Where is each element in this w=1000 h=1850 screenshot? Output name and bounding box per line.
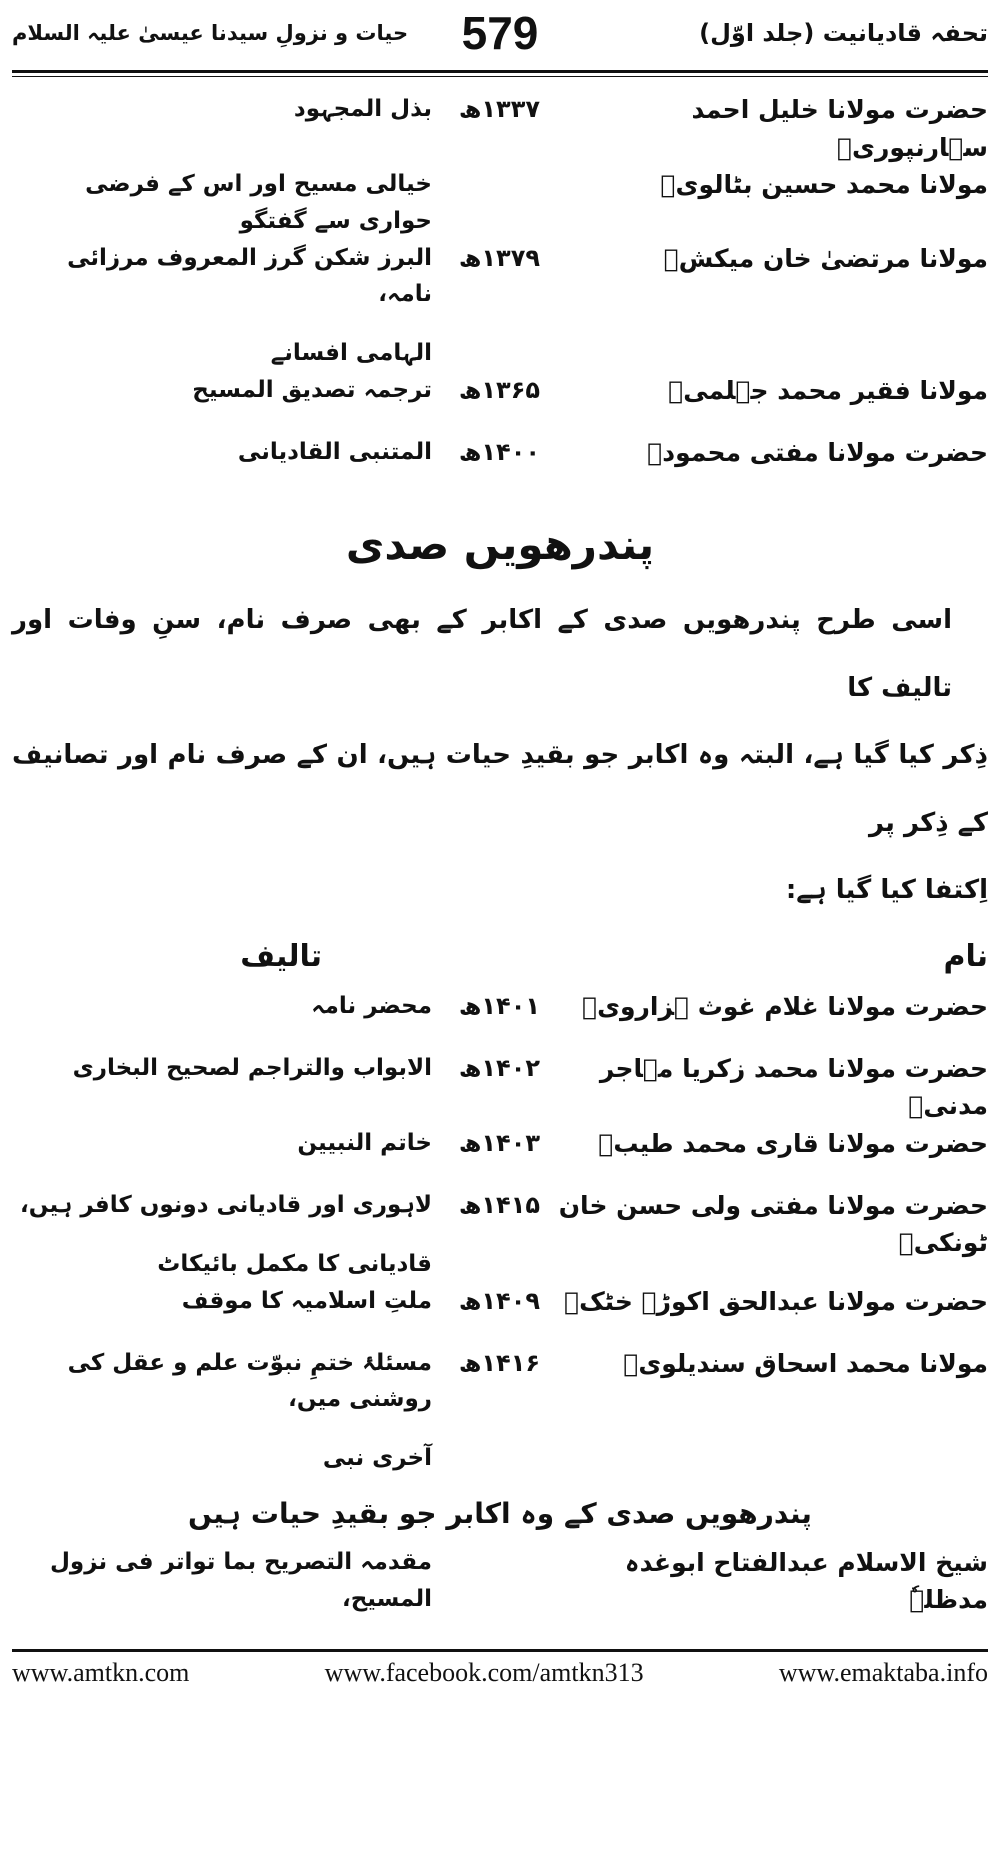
author-name: حضرت مولانا قاری محمد طیبؒ bbox=[598, 1128, 988, 1158]
work-title: ترجمہ تصدیق المسیح bbox=[192, 376, 432, 403]
chapter-title: حیات و نزولِ سیدنا عیسیٰ علیہ السلام bbox=[12, 21, 409, 45]
table-row bbox=[12, 988, 988, 1050]
footer-rule bbox=[12, 1649, 988, 1652]
author-name: مولانا فقیر محمد جہلمیؒ bbox=[668, 375, 988, 405]
table-row bbox=[12, 1345, 988, 1477]
table-row bbox=[12, 372, 988, 434]
living-list bbox=[12, 1544, 988, 1619]
death-year: ۱۴۱۶ھ bbox=[458, 1348, 540, 1377]
paragraph-line: ذِکر کیا گیا ہے، البتہ وہ اکابر جو بقیدِ حیات ہیں، ان کے صرف نام اور تصانیف کے ذِکر پر bbox=[12, 740, 988, 838]
author-name: حضرت مولانا محمد زکریا مہاجر مدنیؒ bbox=[599, 1053, 988, 1121]
paragraph-line: اسی طرح پندرھویں صدی کے اکابر کے بھی صرف نام، سنِ وفات اور تالیف کا bbox=[12, 604, 952, 703]
work-cell bbox=[12, 91, 432, 128]
column-header-title: تالیف bbox=[240, 938, 322, 974]
page-header bbox=[12, 0, 988, 66]
work-cell bbox=[12, 372, 432, 409]
author-name: حضرت مولانا مفتی ولی حسن خان ٹونکیؒ bbox=[558, 1190, 988, 1258]
work-title: خیالی مسیح اور اس کے فرضی حواری سے گفتگو bbox=[85, 171, 432, 234]
work-cell bbox=[12, 1050, 432, 1087]
table-row bbox=[12, 91, 988, 166]
footer bbox=[12, 1658, 988, 1688]
work-title: مقدمہ التصریح بما تواتر فی نزول المسیح، bbox=[49, 1548, 432, 1612]
table-row bbox=[12, 1125, 988, 1187]
author-name: مولانا مرتضیٰ خان میکشؒ bbox=[663, 243, 988, 273]
death-year: ۱۴۰۹ھ bbox=[458, 1286, 540, 1315]
author-name: حضرت مولانا عبدالحق اکوڑہ خٹکؒ bbox=[564, 1286, 988, 1316]
work-title: الابواب والتراجم لصحیح البخاری bbox=[72, 1054, 432, 1081]
work-title: بذل المجہود bbox=[293, 96, 432, 122]
work-title: خاتم النبیین bbox=[297, 1129, 432, 1156]
death-year: ۱۴۰۳ھ bbox=[458, 1128, 540, 1157]
work-cell bbox=[12, 434, 432, 471]
work-title-continuation: آخری نبی bbox=[322, 1445, 432, 1472]
work-cell bbox=[12, 166, 432, 240]
work-title: لاہوری اور قادیانی دونوں کافر ہیں، bbox=[20, 1191, 432, 1218]
author-name: مولانا محمد حسین بٹالویؒ bbox=[660, 170, 988, 199]
death-year: ۱۴۰۰ھ bbox=[458, 437, 540, 466]
death-year: ۱۳۶۵ھ bbox=[458, 375, 540, 404]
table-row bbox=[12, 1187, 988, 1283]
work-cell bbox=[12, 1187, 432, 1283]
column-header-name: نام bbox=[943, 938, 988, 974]
work-cell bbox=[12, 1283, 432, 1320]
death-year: ۱۳۳۷ھ bbox=[458, 95, 540, 123]
section-heading: پندرھویں صدی bbox=[345, 519, 655, 569]
author-name: حضرت مولانا غلام غوث ہزارویؒ bbox=[582, 991, 988, 1021]
footer-link-amtkn[interactable]: www.amtkn.com bbox=[12, 1657, 190, 1687]
work-title: ملتِ اسلامیہ کا موقف bbox=[181, 1287, 432, 1314]
work-cell bbox=[12, 1345, 432, 1477]
footer-link-emaktaba[interactable]: www.emaktaba.info bbox=[778, 1657, 988, 1687]
work-cell bbox=[12, 240, 432, 372]
death-year: ۱۴۱۵ھ bbox=[458, 1190, 540, 1219]
table-row bbox=[12, 240, 988, 372]
page-number: 579 bbox=[461, 7, 539, 59]
death-year: ۱۴۰۲ھ bbox=[458, 1053, 540, 1082]
author-name: شیخ الاسلام عبدالفتاح ابوغدہ مدظلہٗ bbox=[624, 1547, 988, 1615]
table-row bbox=[12, 1544, 988, 1619]
sub-heading: پندرھویں صدی کے وہ اکابر جو بقیدِ حیات ہیں bbox=[188, 1496, 812, 1530]
work-title-continuation: الہامی افسانے bbox=[270, 340, 432, 367]
section1-list bbox=[12, 91, 988, 496]
death-year: ۱۳۷۹ھ bbox=[458, 243, 540, 272]
header-rule-thin bbox=[12, 76, 988, 77]
paragraph-line: اِکتفا کیا گیا ہے: bbox=[785, 875, 988, 906]
table-row bbox=[12, 166, 988, 240]
intro-paragraph bbox=[12, 587, 988, 925]
work-cell bbox=[12, 1544, 432, 1618]
work-title: محضر نامہ bbox=[311, 992, 432, 1019]
work-cell bbox=[12, 988, 432, 1025]
table-row bbox=[12, 1283, 988, 1345]
column-headers bbox=[12, 939, 988, 974]
book-title: تحفہ قادیانیت (جلد اوّل) bbox=[699, 19, 988, 47]
work-cell bbox=[12, 1125, 432, 1162]
work-title: مسئلۂ ختمِ نبوّت علم و عقل کی روشنی میں، bbox=[67, 1349, 432, 1413]
author-name: مولانا محمد اسحاق سندیلویؒ bbox=[623, 1348, 988, 1378]
work-title: المتنبی القادیانی bbox=[237, 438, 432, 465]
section2-list bbox=[12, 988, 988, 1477]
table-row bbox=[12, 1050, 988, 1125]
author-name: حضرت مولانا خلیل احمد سہارنپوریؒ bbox=[691, 95, 988, 162]
work-title-continuation: قادیانی کا مکمل بائیکاٹ bbox=[157, 1250, 432, 1277]
table-row bbox=[12, 434, 988, 496]
author-name: حضرت مولانا مفتی محمودؒ bbox=[647, 437, 988, 467]
footer-link-facebook[interactable]: www.facebook.com/amtkn313 bbox=[324, 1657, 644, 1687]
header-rule bbox=[12, 70, 988, 73]
death-year: ۱۴۰۱ھ bbox=[458, 991, 540, 1020]
work-title: البرز شکن گرز المعروف مرزائی نامہ، bbox=[67, 244, 432, 308]
